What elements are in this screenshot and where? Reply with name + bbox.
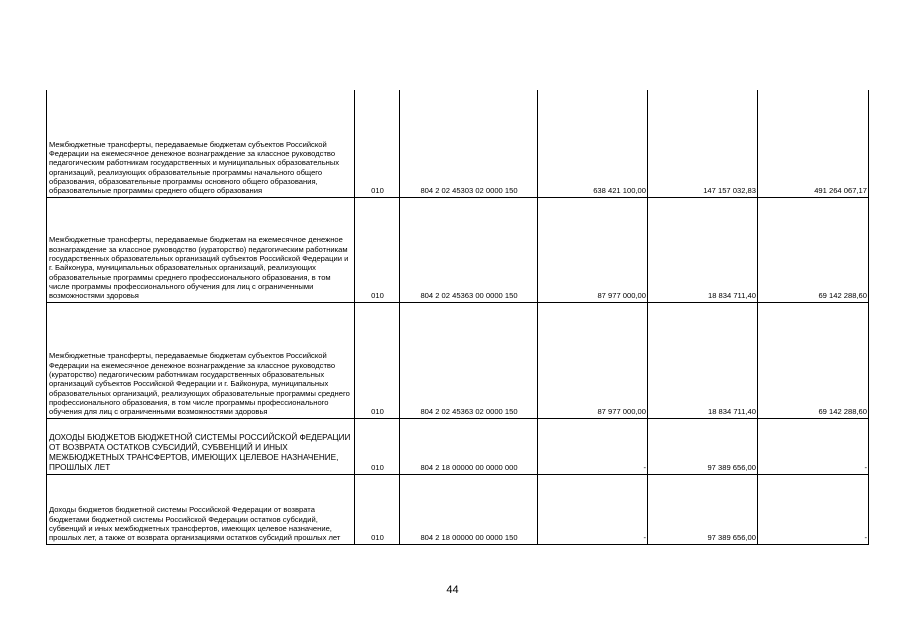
row-remaining: 69 142 288,60: [758, 302, 869, 418]
row-approved: -: [538, 418, 648, 474]
row-code: 010: [355, 197, 400, 302]
table-row: [47, 90, 869, 197]
page-number: 44: [446, 584, 459, 596]
row-kbk: 804 2 02 45363 02 0000 150: [400, 302, 538, 418]
row-name: Доходы бюджетов бюджетной системы Российской Федерации от возврата бюджетами бюджетной системы Российской Федерации остатков субсидий, субвенций и иных межбюджетных трансфертов, имеющих целевое назначение, прошлых лет, а также от возврата организациями остатков субсидий прошлых лет: [47, 474, 355, 544]
row-name: Межбюджетные трансферты, передаваемые бюджетам субъектов Российской Федерации на ежемесячное денежное вознаграждение за классное руководство (кураторство) педагогическим работникам государственных образовательных организаций субъектов Российской Федерации и г. Байконура, муниципальных образовательных организаций, реализующих образовательные программы среднего профессионального образования, в том числе программы профессионального обучения для лиц с ограниченными возможностями здоровья: [47, 302, 355, 418]
row-kbk: 804 2 18 00000 00 0000 150: [400, 474, 538, 544]
row-executed: 97 389 656,00: [648, 474, 758, 544]
row-name: Межбюджетные трансферты, передаваемые бюджетам на ежемесячное денежное вознаграждение за классное руководство (кураторство) педагогическим работникам государственных образовательных организаций субъектов Российской Федерации и г. Байконура, муниципальных образовательных организаций, реализующих образовательные программы среднего профессионального образования, в том числе программы профессионального обучения для лиц с ограниченными возможностями здоровья: [47, 197, 355, 302]
row-approved: 87 977 000,00: [538, 197, 648, 302]
row-kbk: 804 2 02 45303 02 0000 150: [400, 90, 538, 197]
row-remaining: -: [758, 474, 869, 544]
row-code: 010: [355, 474, 400, 544]
row-name: ДОХОДЫ БЮДЖЕТОВ БЮДЖЕТНОЙ СИСТЕМЫ РОССИЙСКОЙ ФЕДЕРАЦИИ ОТ ВОЗВРАТА ОСТАТКОВ СУБСИДИЙ, СУБВЕНЦИЙ И ИНЫХ МЕЖБЮДЖЕТНЫХ ТРАНСФЕРТОВ, ИМЕЮЩИХ ЦЕЛЕВОЕ НАЗНАЧЕНИЕ, ПРОШЛЫХ ЛЕТ: [47, 418, 355, 474]
row-name: Межбюджетные трансферты, передаваемые бюджетам субъектов Российской Федерации на ежемесячное денежное вознаграждение за классное руководство педагогическим работникам государственных и муниципальных образовательных организаций, реализующих образовательные программы начального общего образования, образовательные программы основного общего образования, образовательные программы среднего общего образования: [47, 90, 355, 197]
row-code: 010: [355, 418, 400, 474]
row-approved: -: [538, 474, 648, 544]
row-executed: 18 834 711,40: [648, 302, 758, 418]
row-remaining: 491 264 067,17: [758, 90, 869, 197]
row-code: 010: [355, 90, 400, 197]
row-kbk: 804 2 02 45363 00 0000 150: [400, 197, 538, 302]
row-approved: 87 977 000,00: [538, 302, 648, 418]
table-row: [47, 474, 869, 544]
row-remaining: 69 142 288,60: [758, 197, 869, 302]
row-executed: 18 834 711,40: [648, 197, 758, 302]
row-executed: 97 389 656,00: [648, 418, 758, 474]
table-row: [47, 197, 869, 302]
table-row: [47, 302, 869, 418]
row-code: 010: [355, 302, 400, 418]
row-remaining: -: [758, 418, 869, 474]
row-approved: 638 421 100,00: [538, 90, 648, 197]
budget-table: [46, 90, 869, 545]
table-row: [47, 418, 869, 474]
row-kbk: 804 2 18 00000 00 0000 000: [400, 418, 538, 474]
row-executed: 147 157 032,83: [648, 90, 758, 197]
